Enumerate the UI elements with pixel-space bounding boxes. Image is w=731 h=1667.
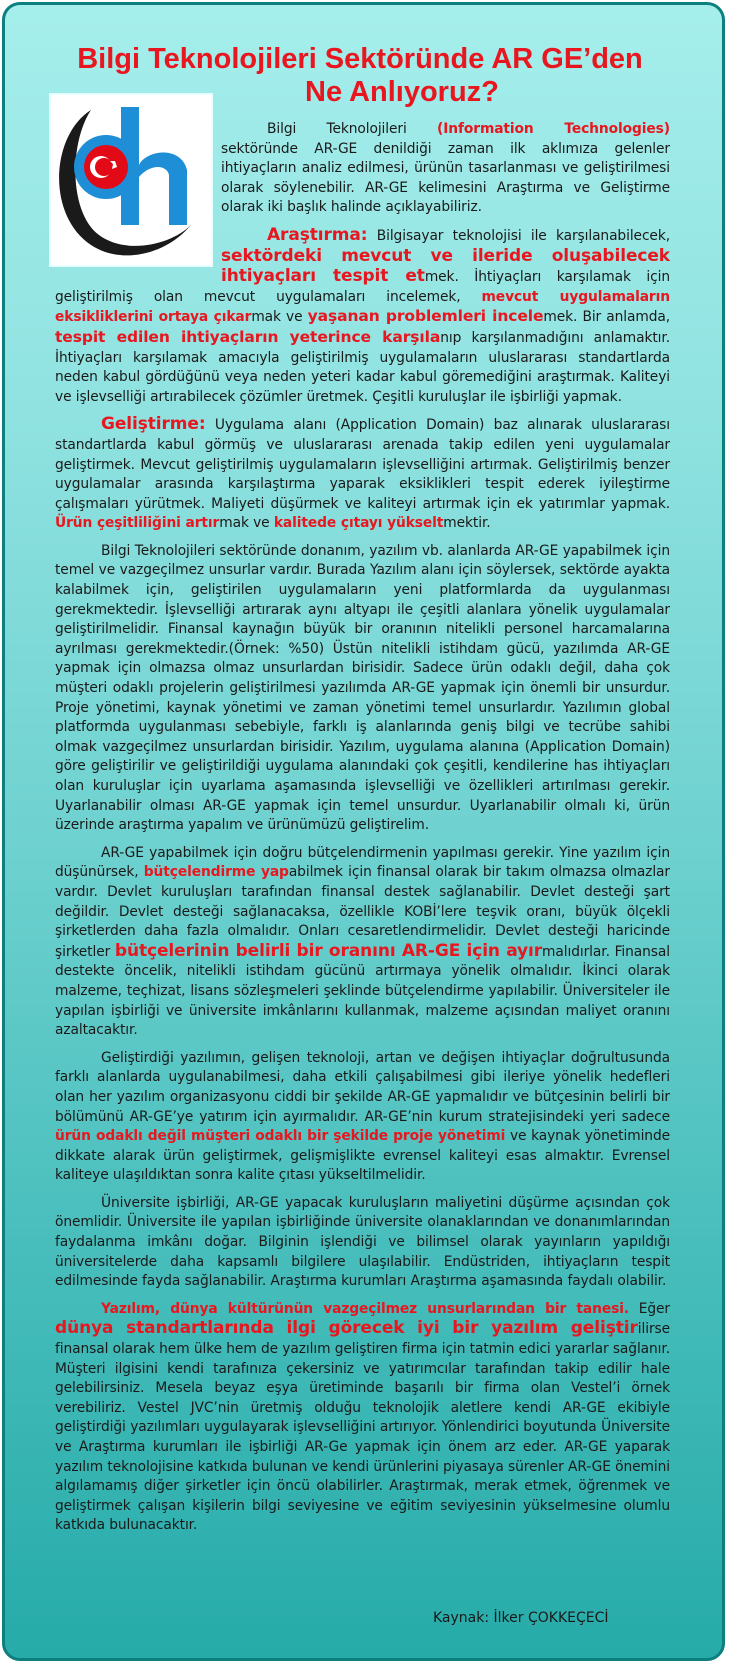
gelistirdigi-text-2: ve kaynak yönetiminde dikkate alarak ürün geliştirmek, gelişmişlikte evrensel kaliteyi esas almaktır. Evrensel kaliteye ulaşıldıktan sonra kalite çıtası yükseltilmelidir.: [55, 1128, 670, 1184]
butce-text-3: malıdırlar. Finansal destekte öncelik, nitelikli istihdam gücünü artırmaya yönelik olmalıdır. İkinci olarak malzeme, teçhizat, lisans sözleşmeleri şeklinde bütçelendirme yapılabilir. Üniversiteler ile yapılan işbirliği ve üniversite imkânlarını kullanmak, malzeme açısından maliyet oranını azaltacaktır.: [55, 943, 670, 1039]
arastirma-highlight-4: tespit edilen ihtiyaçların yeterince karşıla: [55, 327, 441, 346]
arastirma-text-2: mek. İhtiyaçları karşılamak için geliştirilmiş olan mevcut uygulamaları incelemek,: [55, 269, 670, 305]
intro-text-2: sektöründe AR-GE denildiği zaman ilk aklımıza gelenler ihtiyaçların analiz edilmesi, ürünün tasarlanması ve geliştirilmesi olarak söylenebilir. AR-GE kelimesini Araştırma ve Geliştirme olarak iki başlık halinde açıklayabiliriz.: [221, 140, 670, 216]
arastirma-heading: Araştırma:: [267, 224, 368, 245]
intro-text-1: Bilgi Teknolojileri: [267, 121, 437, 137]
gelistirme-highlight-2: kalitede çıtayı yükselt: [273, 515, 444, 532]
arastirma-text-1: Bilgisayar teknolojisi ile karşılanabilecek,: [367, 227, 670, 244]
intro-highlight: (Information Technologies): [437, 121, 670, 137]
arastirma-highlight-2: mevcut uygulamaların eksikliklerini ortaya çıkar: [55, 288, 670, 326]
article-card: [2, 2, 725, 1661]
gelistirme-highlight-1: Ürün çeşitliliğini artır: [55, 515, 220, 532]
butce-highlight-2: bütçelerinin belirli bir oranını AR-GE için ayır: [114, 940, 543, 961]
arastirma-text-3: mak ve: [251, 309, 308, 326]
title-line-1: Bilgi Teknolojileri Sektöründe AR GE’den: [77, 43, 643, 75]
yazilim-text-1: Eğer: [628, 1300, 671, 1317]
arastirma-highlight-1: sektördeki mevcut ve ileride oluşabilecek ihtiyaçları tespit et: [221, 245, 670, 287]
article-body: [55, 120, 670, 1544]
arastirma-highlight-3: yaşanan problemleri incele: [307, 307, 544, 326]
source-credit: Kaynak: İlker ÇOKKEÇECİ: [433, 1610, 609, 1626]
gelistirme-paragraph: [55, 415, 670, 534]
arastirma-text-5: nıp karşılanmadığını anlamaktır. İhtiyaçları karşılamak amacıyla geliştirilmiş uygulamaların uluslararası standartlarda neden kabul gördüğünü veya neden yeteri kadar kabul göremediğini araştırmak. Kaliteyi ve işlevselliği artırabilecek çözümler üretmek. Çeşitli kuruluşlar ile işbirliği yapmak.: [55, 329, 670, 405]
butce-text-1: AR-GE yapabilmek için doğru bütçelendirmenin yapılması gerekir. Yine yazılım için düşünürsek,: [55, 844, 670, 881]
arastirma-text-4: mek. Bir anlamda,: [543, 309, 670, 326]
gelistirme-text-2: mak ve: [219, 515, 274, 532]
arastirma-paragraph: [55, 226, 670, 407]
universite-paragraph: Üniversite işbirliği, AR-GE yapacak kuruluşların maliyetini düşürme açısından çok önemlidir. Üniversite ile yapılan işbirliğinde üniversite olanaklarından ve donanımlarından faydalanma imkânı doğar. Bilginin işlendiği ve bilimsel olarak yayınların yapıldığı üniversitelerde daha kapsamlı bilgilere ulaşılabilir. Endüstriden, ihtiyaçların tespit edilmesinde fayda sağlanabilir. Araştırma kurumları Araştırma aşamasında faydalı olabilir.: [55, 1194, 670, 1290]
gelistirdigi-text-1: Geliştirdiği yazılımın, gelişen teknoloji, artan ve değişen ihtiyaçlar doğrultusunda farklı alanlarda uygulanabilmesi, daha etkili çalışabilmesi gibi ileriye yönelik hedefleri olan her yazılım organizasyonu ciddi bir şekilde AR-GE yapmalıdır ve bütçesinin belirli bir bölümünü AR-GE’ye yatırım için ayırmalıdır. AR-GE’nin kurum stratejisindeki yeri sadece: [55, 1049, 670, 1125]
gelistirdigi-highlight: ürün odaklı değil müşteri odaklı bir şekilde proje yönetimi: [55, 1128, 506, 1145]
butce-paragraph: [55, 844, 670, 1041]
donanim-paragraph: Bilgi Teknolojileri sektöründe donanım, yazılım vb. alanlarda AR-GE yapabilmek için temel ve vazgeçilmez unsurlar vardır. Burada Yazılım alanı için söylersek, sektörde ayakta kalabilmek için, geliştirilen uygulamaların yeni platformlarda da uygulanması gerekmektedir. İşlevselliği artırarak aynı altyapı ile çeşitli alanlara yönelik uygulamalar geliştirilmelidir. Finansal kaynağın büyük bir oranının nitelikli personel harcamalarına ayrılması gerekmektedir.(Örnek: %50) Üstün nitelikli istihdam gücü, yazılımda AR-GE yapmak için olmazsa olmaz unsurlardan birisidir. Sadece ürün odaklı değil, daha çok müşteri odaklı projelerin geliştirilmesi yazılımda AR-GE yapmak için önemli bir unsurdur. Proje yönetimi, kaynak yönetimi ve zaman yönetimi temel unsurlardır. Yazılımın global platformda uygulanması sebebiyle, farklı iş alanlarında geniş bilgi ve tecrübe sahibi olmak vazgeçilmez unsurlardan birisidir. Yazılım, uygulama alanına (Application Domain) göre geliştirilir ve geliştirildiği uygulama alanındaki çok çeşitli, kendilerine has ihtiyaçları olan kuruluşlar için uyarlama aşamasında işlevselliği ve özellikleri artırılması gerekir. Uyarlanabilir olması AR-GE yapmak için temel unsurdur. Uyarlanabilir olmalı ki, ürün üzerinde araştırma yapalım ve ürünümüzü geliştirelim.: [55, 542, 670, 834]
gelistirme-text-3: mektir.: [443, 515, 491, 532]
gelistirme-text-1: Uygulama alanı (Application Domain) baz alınarak uluslararası standartlarda kabul görmüş ve uluslararası arenada takip edilen yeni uygulamalar geliştirmek. Mevcut geliştirilmiş uygulamaların işlevselliğini artırmak. Geliştirilmiş benzer uygulamalar arasında karşılaştırma yaparak eksiklikleri tespit ederek iyileştirme çalışmaları yürütmek. Maliyeti düşürmek ve kaliteyi artırmak için ek yatırımlar yapmak.: [55, 417, 670, 512]
butce-highlight-1: bütçelendirme yap: [143, 864, 289, 881]
butce-text-2: abilmek için finansal olarak bir takım olmazsa olmazlar vardır. Devlet kuruluşları tarafından finansal destek sağlanabilir. Devlet desteği şart değildir. Devlet desteği sağlanacaksa, özellikle KOBİ’lere teşvik oranı, büyük ölçekli şirketlerden daha fazla olmalıdır. Onları cesaretlendirmelidir. Devlet desteği haricinde şirketler: [55, 864, 670, 960]
yazilim-highlight-2: dünya standartlarında ilgi görecek iyi bir yazılım geliştir: [55, 1318, 638, 1339]
gelistirdigi-paragraph: [55, 1049, 670, 1186]
gelistirme-heading: Geliştirme:: [101, 414, 206, 435]
yazilim-text-2: ilirse finansal olarak hem ülke hem de yazılım geliştiren firma için tatmin edici yararlar sağlanır. Müşteri ilgisini kendi tarafınıza çekersiniz ve yatırımcılar tarafından takip edilir hale gelebilirsiniz. Mesela beyaz eşya üretiminde başarılı bir firma olan Vestel’i örnek verebiliriz. Vestel JVC’nin üretmiş olduğu teknolojik aletlere kendi AR-GE ekibiyle geliştirdiği yazılımları uygulayarak işlevselliğini artırıyor. Yönlendirici boyutunda Üniversite ve Araştırma kurumları ile işbirliği AR-Ge yapmak için önem arz eder. AR-GE yaparak yazılım teknolojisine katkıda bulunan ve kendi ürünlerini piyasaya sürenler AR-GE önemini algılamamış diğer şirketler için öncü olabilirler. Araştırmak, merak etmek, öğrenmek ve geliştirmek çalışan kişilerin bilgi seviyesine ve eğitim seviyesinin yükselmesine olumlu katkıda bulunacaktır.: [55, 1321, 670, 1534]
yazilim-paragraph: [55, 1300, 670, 1536]
yazilim-highlight-1: Yazılım, dünya kültürünün vazgeçilmez unsurlarından bir tanesi.: [101, 1300, 629, 1317]
intro-paragraph: [221, 120, 670, 218]
title-line-2: Ne Anlıyoruz?: [305, 76, 499, 108]
